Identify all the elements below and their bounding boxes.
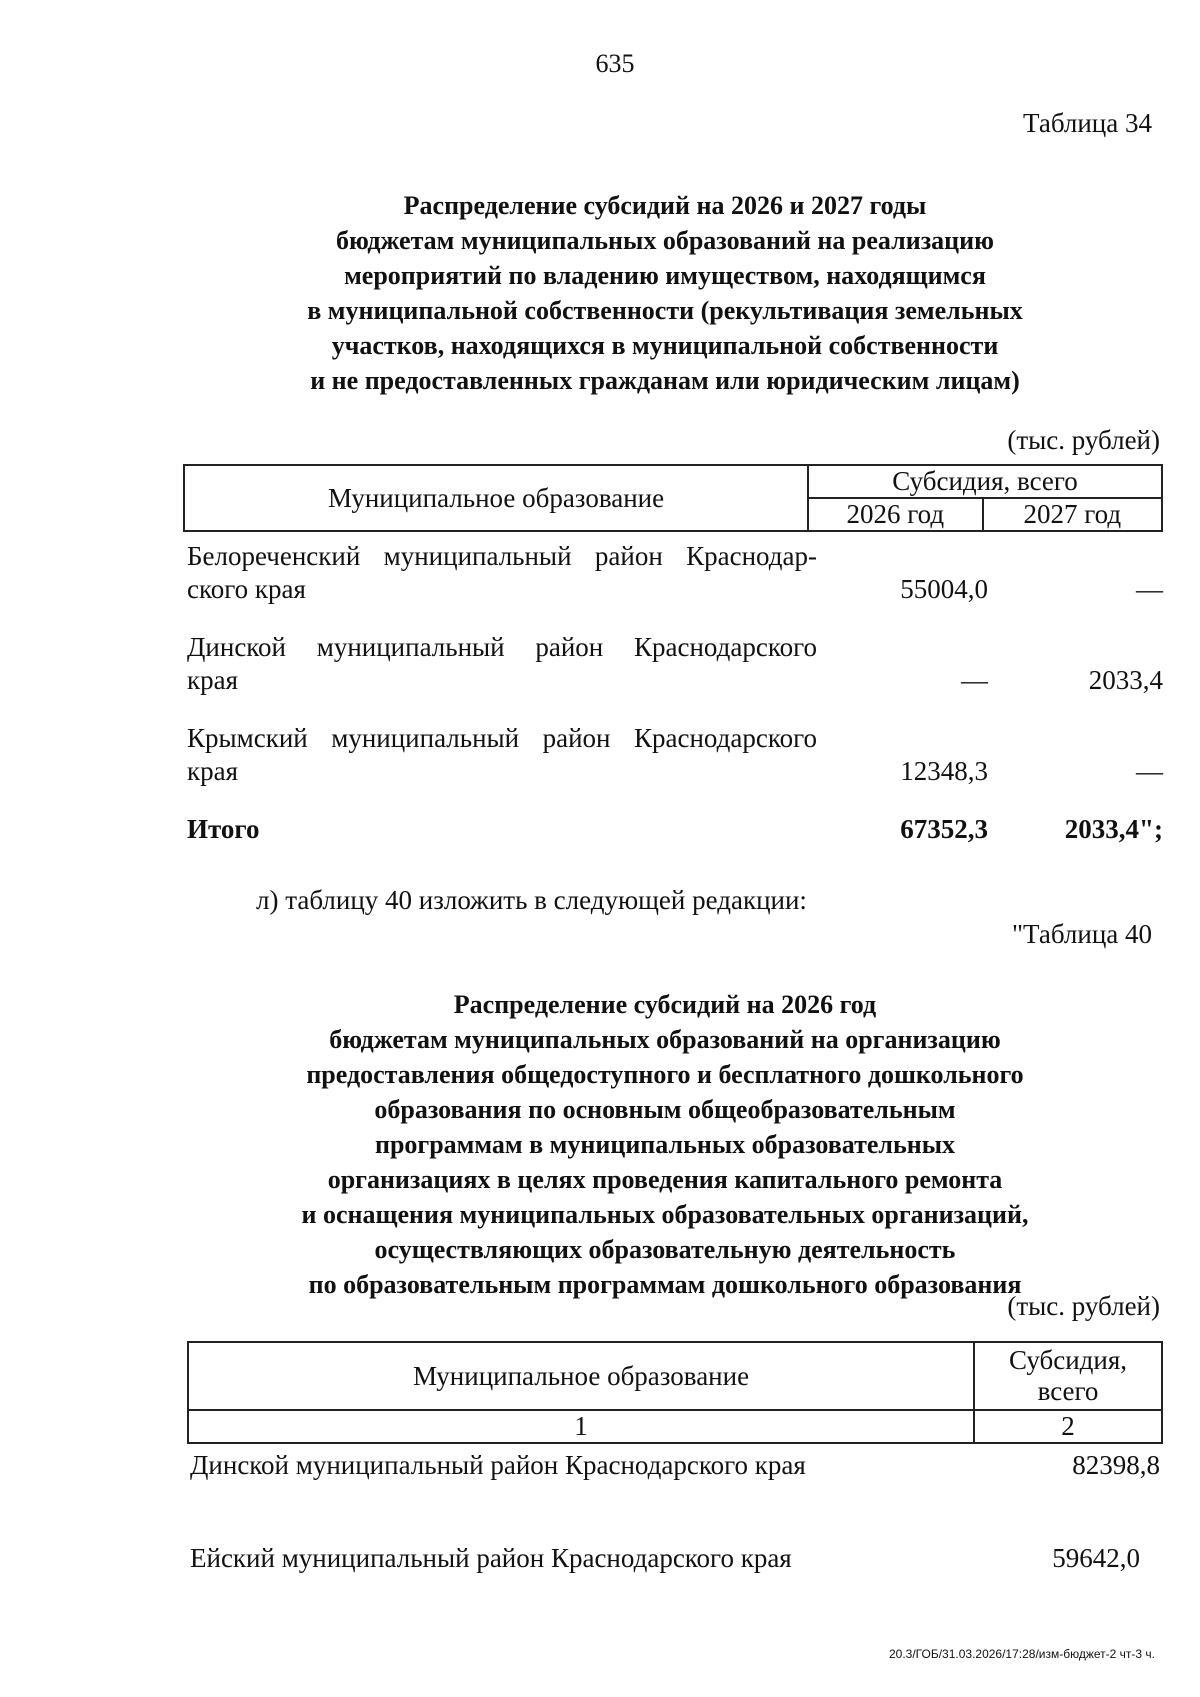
- row-value-2026: 12348,3: [900, 756, 988, 786]
- table40-title-line: образования по основным общеобразовательным: [374, 1095, 956, 1124]
- table40-title-line: осуществляющих образовательную деятельность: [374, 1235, 956, 1264]
- row-name-line1: Динской муниципальный район Краснодарского: [187, 632, 817, 662]
- row-name-line2: края: [187, 756, 239, 786]
- row-value: 82398,8: [1072, 1450, 1160, 1480]
- table34-title-line: бюджетам муниципальных образований на реализацию: [336, 226, 994, 255]
- row-name-line2: ского края: [187, 574, 306, 604]
- row-value-2027: —: [1136, 574, 1163, 604]
- table34-header-2027: 2027 год: [983, 498, 1162, 531]
- page-number: 635: [595, 49, 635, 78]
- row-value-2027: 2033,4: [1088, 665, 1163, 695]
- table40-header-num1: 1: [188, 1410, 974, 1443]
- footer-stamp: 20.3/ГОБ/31.03.2026/17:28/изм-бюджет-2 чт-3 ч.: [888, 1647, 1155, 1661]
- table40-header-municipality: Муниципальное образование: [188, 1342, 974, 1410]
- table40-header: [187, 1341, 1163, 1444]
- row-value-2026: —: [961, 665, 988, 695]
- row-municipality: [187, 540, 817, 606]
- table40-title-line: Распределение субсидий на 2026 год: [453, 990, 877, 1019]
- table34-label: Таблица 34: [1023, 108, 1152, 138]
- table40-header-subsidy-line1: Субсидия,: [1009, 1345, 1128, 1375]
- table34-title: [185, 188, 1145, 398]
- total-value-2027: 2033,4";: [1064, 814, 1163, 844]
- row-municipality: Ейский муниципальный район Краснодарского края: [190, 1543, 792, 1573]
- row-value: 59642,0: [1052, 1543, 1140, 1573]
- table40-title-line: организациях в целях проведения капитального ремонта: [327, 1165, 1003, 1194]
- table34-header-municipality: Муниципальное образование: [184, 465, 808, 531]
- instruction-text: л) таблицу 40 изложить в следующей редакции:: [256, 885, 807, 915]
- table40-units: (тыс. рублей): [1007, 1291, 1160, 1321]
- table34-header: [183, 464, 1163, 532]
- row-municipality: [187, 631, 817, 697]
- table40-label: "Таблица 40: [1012, 919, 1152, 949]
- table40-title-line: программам в муниципальных образовательных: [374, 1130, 956, 1159]
- table40-title-line: предоставления общедоступного и бесплатного дошкольного: [306, 1060, 1024, 1089]
- row-municipality: Динской муниципальный район Краснодарского края: [190, 1450, 806, 1480]
- table34-title-line: в муниципальной собственности (рекультивация земельных: [307, 296, 1023, 325]
- table40-title-line: бюджетам муниципальных образований на организацию: [329, 1025, 1001, 1054]
- table40-title-line: и оснащения муниципальных образовательных организаций,: [301, 1200, 1029, 1229]
- table34-header-subsidy: Субсидия, всего: [808, 465, 1162, 498]
- table34-title-line: мероприятий по владению имуществом, находящимся: [344, 261, 986, 290]
- table40-header-num2: 2: [974, 1410, 1162, 1443]
- row-name-line1: Белореченский муниципальный район Краснодар-: [187, 541, 817, 571]
- table34-units: (тыс. рублей): [1007, 425, 1160, 455]
- row-value-2027: —: [1136, 756, 1163, 786]
- table40-title: [185, 987, 1145, 1302]
- row-municipality: [187, 722, 817, 788]
- total-value-2026: 67352,3: [900, 814, 988, 844]
- row-name-line1: Крымский муниципальный район Краснодарского: [187, 723, 817, 753]
- table34-title-line: участков, находящихся в муниципальной собственности: [331, 331, 999, 360]
- table40-header-subsidy: [974, 1342, 1162, 1410]
- table34-title-line: Распределение субсидий на 2026 и 2027 годы: [403, 191, 927, 220]
- table40-title-line: по образовательным программам дошкольного образования: [308, 1270, 1022, 1299]
- table40-header-subsidy-line2: всего: [1037, 1376, 1099, 1406]
- row-name-line2: края: [187, 665, 239, 695]
- table34-header-2026: 2026 год: [808, 498, 983, 531]
- total-label: Итого: [187, 814, 260, 844]
- table34-title-line: и не предоставленных гражданам или юридическим лицам): [310, 366, 1020, 395]
- row-value-2026: 55004,0: [900, 574, 988, 604]
